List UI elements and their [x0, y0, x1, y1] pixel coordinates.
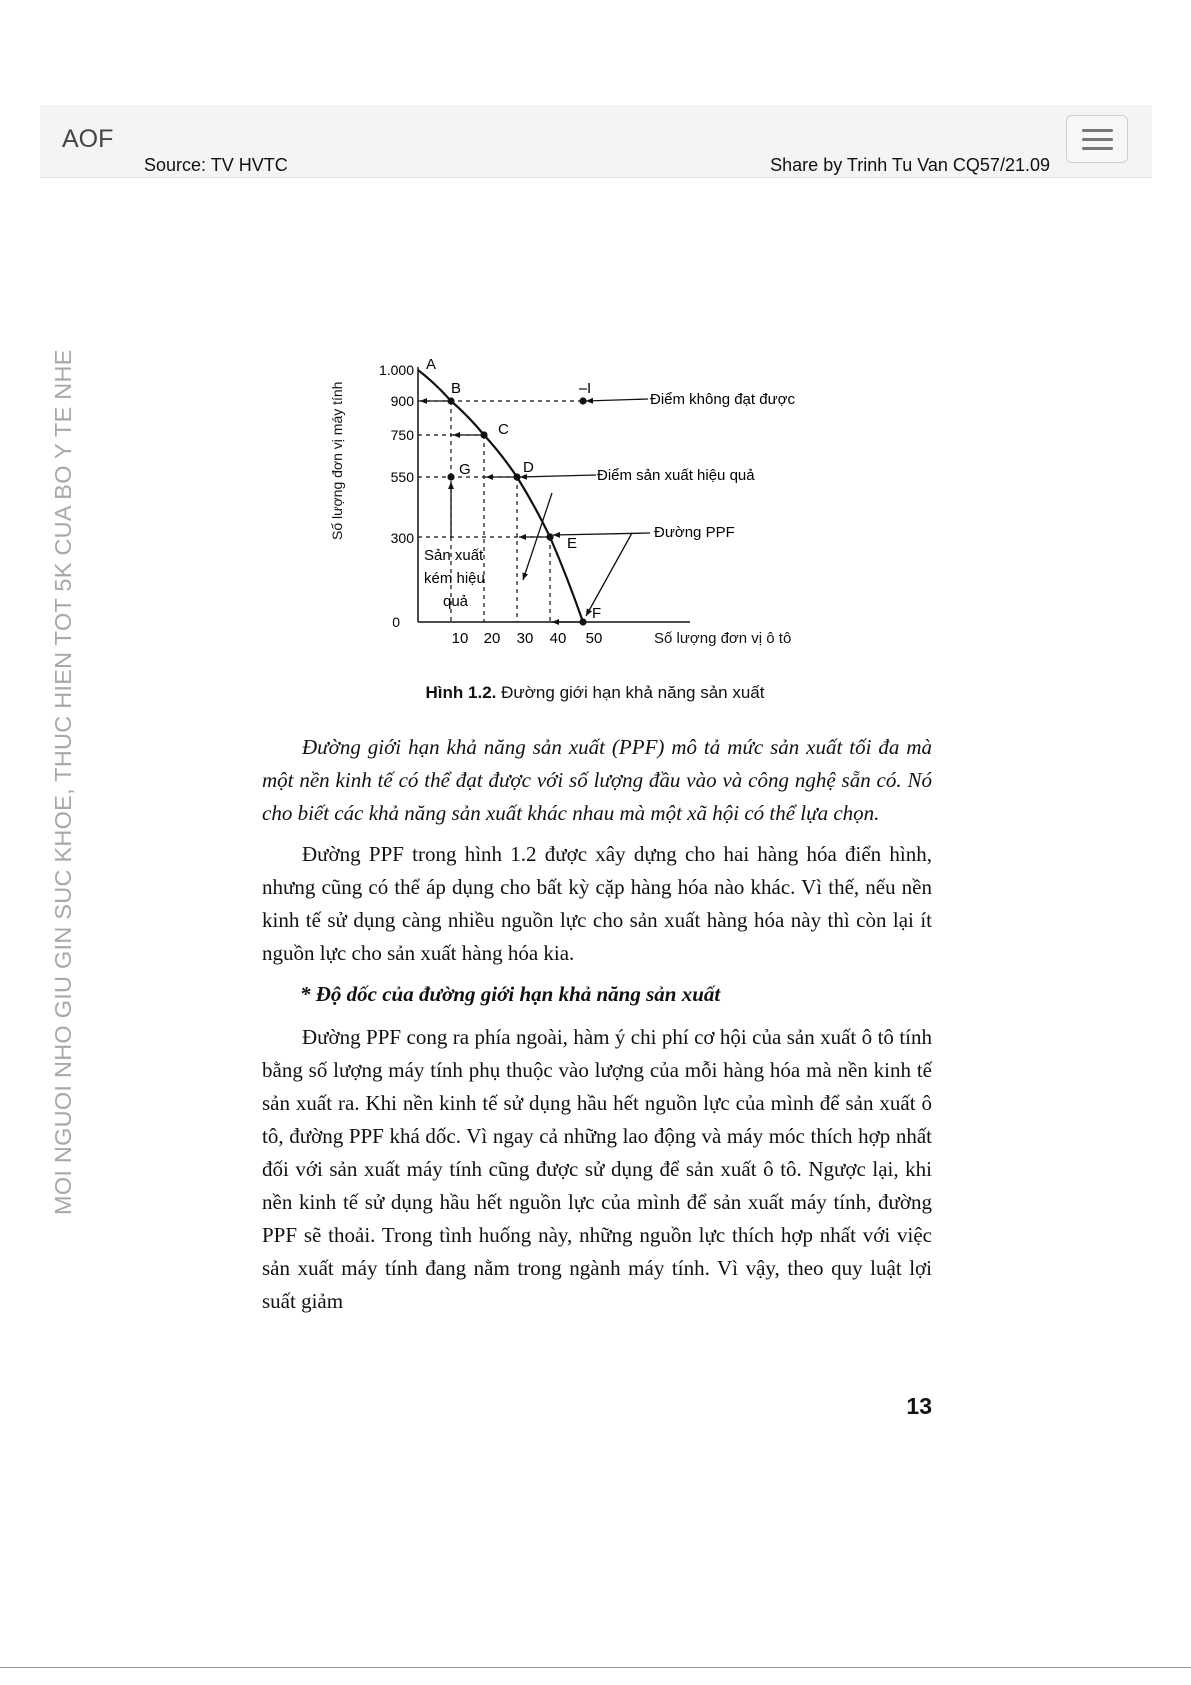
point-marker-e — [546, 533, 553, 540]
guide-arrows — [420, 399, 650, 622]
brand-logo[interactable]: AOF — [62, 125, 114, 153]
top-bar — [40, 105, 1152, 178]
y-tick-label: 550 — [390, 469, 414, 485]
body-text — [262, 731, 932, 1326]
ppf-chart — [320, 350, 840, 655]
point-label-f: F — [592, 605, 602, 622]
point-marker-b — [447, 397, 454, 404]
y-axis-label: Số lượng đơn vị máy tính — [329, 381, 345, 540]
y-tick-label: 900 — [390, 393, 414, 409]
bottom-rule — [0, 1667, 1191, 1668]
section-heading: * Độ dốc của đường giới hạn khả năng sản xuất — [300, 982, 721, 1006]
annotation-inefficient: quả — [443, 593, 469, 610]
point-label-a: A — [426, 356, 437, 373]
point-marker-g — [447, 473, 454, 480]
figure-caption-text: Đường giới hạn khả năng sản xuất — [501, 683, 765, 702]
figure-caption-label: Hình 1.2. — [425, 683, 497, 702]
paragraph: Đường PPF trong hình 1.2 được xây dựng cho hai hàng hóa điển hình, nhưng cũng có thể áp dụng cho bất kỳ cặp hàng hóa nào khác. Vì thế, nếu nền kinh tế sử dụng càng nhiều nguồn lực cho sản xuất hàng hóa này thì còn lại ít nguồn lực cho sản xuất hàng hóa kia. — [262, 842, 932, 965]
x-tick-label: 50 — [585, 630, 603, 647]
x-tick-label: 10 — [451, 630, 469, 647]
annotation-inefficient: Sản xuất — [424, 547, 484, 564]
ppf-figure — [320, 350, 840, 655]
y-tick-label: 1.000 — [378, 362, 414, 378]
point-marker-f — [579, 618, 586, 625]
source-text: Source: TV HVTC — [144, 155, 288, 175]
hamburger-menu-icon — [1082, 138, 1113, 141]
annotation-inefficient: kém hiệu — [424, 570, 485, 587]
menu-button[interactable] — [1066, 115, 1128, 163]
point-label-e: E — [567, 535, 578, 552]
point-marker-c — [480, 431, 487, 438]
guide-arrow — [586, 399, 648, 401]
x-axis-label: Số lượng đơn vị ô tô — [654, 630, 792, 647]
hamburger-menu-icon — [1082, 147, 1113, 150]
point-label-i: I — [587, 380, 592, 397]
point-marker-i — [579, 397, 586, 404]
annotation-efficient: Điểm sản xuất hiệu quả — [597, 467, 755, 484]
y-tick-label: 750 — [390, 427, 414, 443]
annotation-ppf: Đường PPF — [654, 524, 735, 541]
x-tick-label: 30 — [516, 630, 534, 647]
figure-caption — [330, 683, 860, 703]
point-label-b: B — [451, 380, 462, 397]
y-tick-label: 300 — [390, 530, 414, 546]
page-number: 13 — [906, 1393, 932, 1419]
x-tick-label: 20 — [483, 630, 501, 647]
point-label-g: G — [459, 461, 471, 478]
share-credit-text: Share by Trinh Tu Van CQ57/21.09 — [770, 155, 1050, 175]
point-marker-d — [513, 473, 520, 480]
paragraph: Đường giới hạn khả năng sản xuất (PPF) mô tả mức sản xuất tối đa mà một nền kinh tế có thể đạt được với số lượng đầu vào và công nghệ sẵn có. Nó cho biết các khả năng sản xuất khác nhau mà một xã hội có thể lựa chọn. — [262, 735, 932, 825]
y-tick-label: 0 — [392, 614, 400, 630]
point-label-d: D — [523, 459, 534, 476]
guide-arrow — [586, 533, 632, 616]
x-tick-label: 40 — [549, 630, 567, 647]
paragraph: Đường PPF cong ra phía ngoài, hàm ý chi phí cơ hội của sản xuất ô tô tính bằng số lượng máy tính phụ thuộc vào lượng của mỗi hàng hóa mà nền kinh tế sản xuất ra. Khi nền kinh tế sử dụng hầu hết nguồn lực của mình để sản xuất ô tô, đường PPF khá dốc. Vì ngay cả những lao động và máy móc thích hợp nhất đối với sản xuất máy tính cũng được sử dụng để sản xuất ô tô. Ngược lại, khi nền kinh tế sử dụng hầu hết nguồn lực của mình để sản xuất máy tính, đường PPF sẽ thoải. Trong tình huống này, những nguồn lực thích hợp nhất với việc sản xuất máy tính đang nằm trong ngành máy tính. Vì vậy, theo quy luật lợi suất giảm — [262, 1025, 932, 1313]
side-watermark: MOI NGUOI NHO GIU GIN SUC KHOE, THUC HIEN TOT 5K CUA BO Y TE NHE — [50, 349, 76, 1215]
hamburger-menu-icon — [1082, 129, 1113, 132]
point-label-c: C — [498, 421, 509, 438]
annotation-unattainable: Điểm không đạt được — [650, 391, 795, 408]
